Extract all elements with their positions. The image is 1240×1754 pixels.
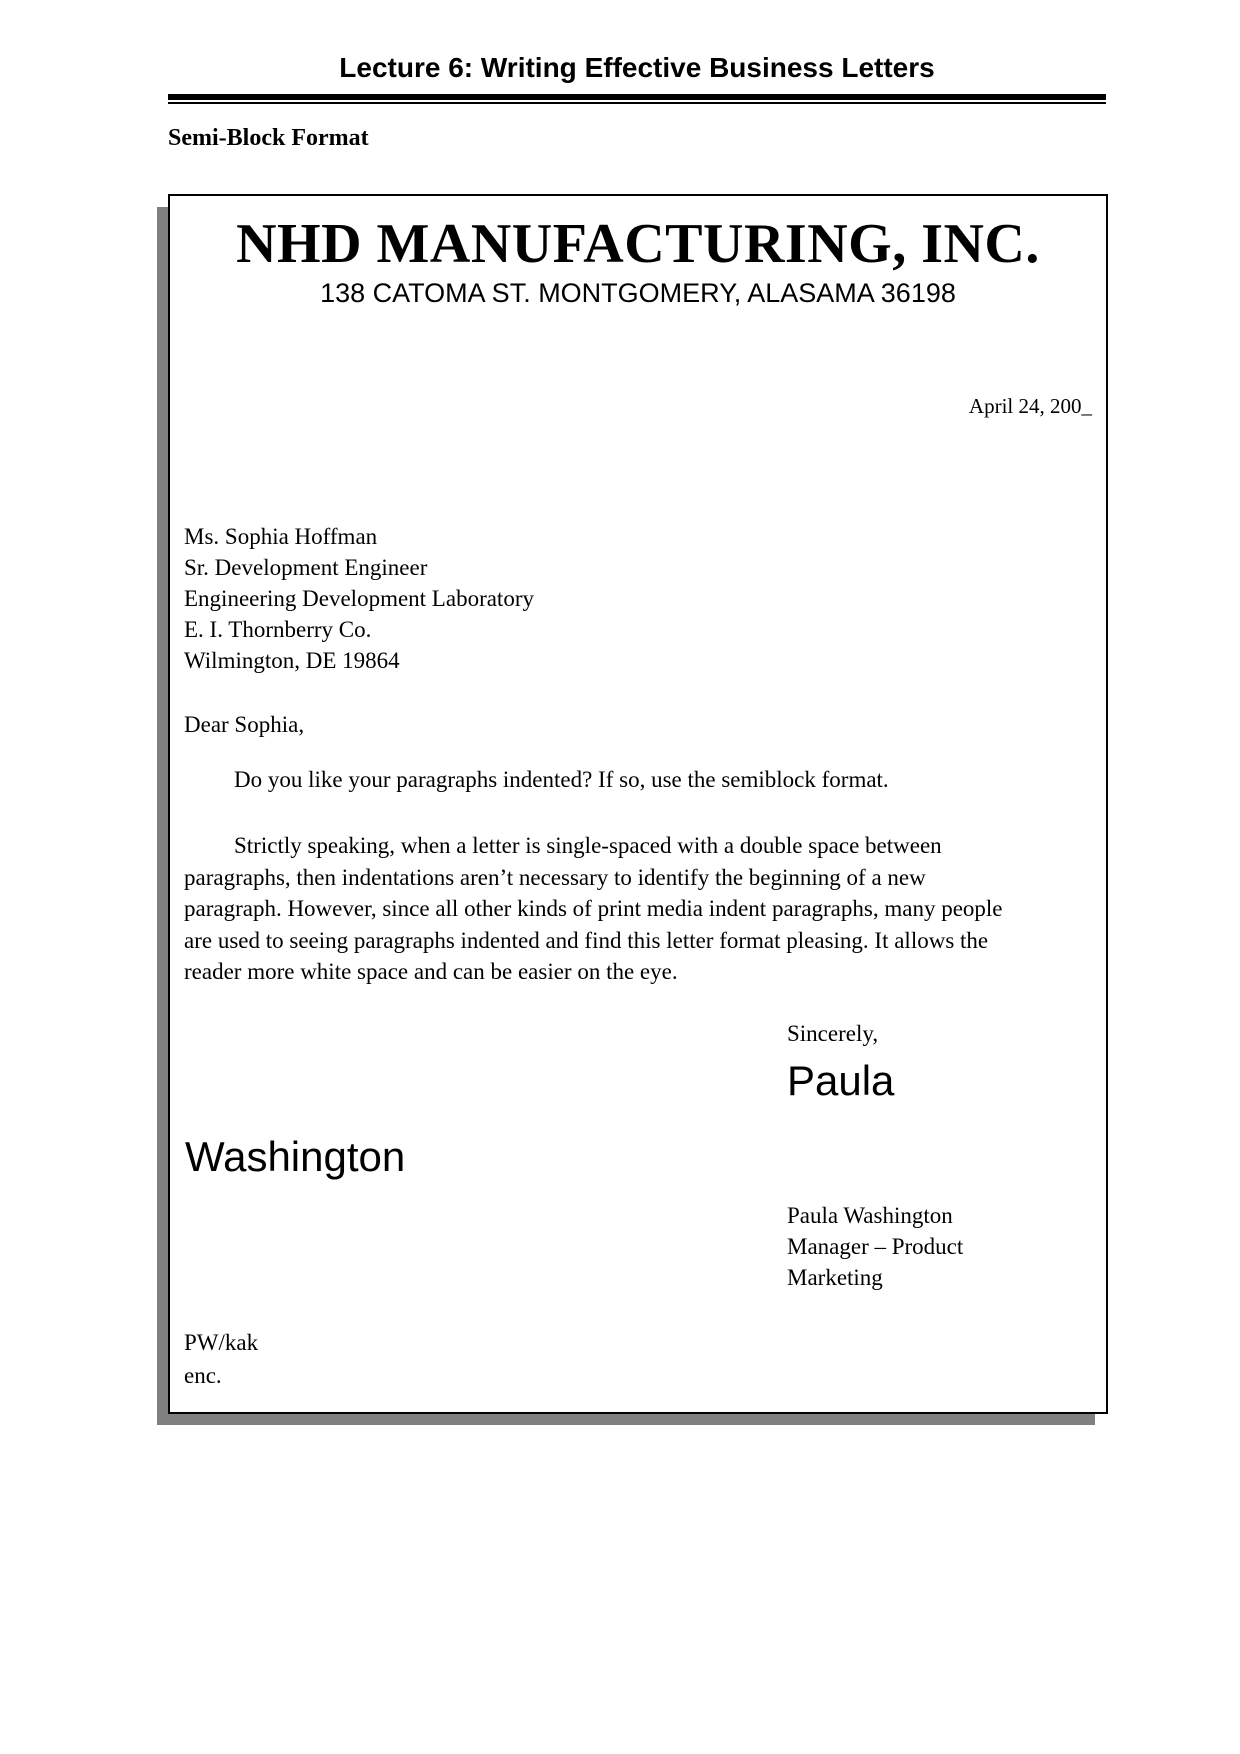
letter-box	[168, 194, 1108, 1414]
salutation: Dear Sophia,	[184, 712, 305, 737]
recipient-city: Wilmington, DE 19864	[184, 648, 400, 673]
signer-title: Manager – Product	[787, 1234, 964, 1259]
enclosure-notation: enc.	[184, 1363, 222, 1388]
lecture-title: Lecture 6: Writing Effective Business Letters	[339, 52, 935, 83]
signer-name: Paula Washington	[787, 1203, 953, 1228]
paragraph-line: are used to seeing paragraphs indented and find this letter format pleasing. It allows the	[184, 927, 989, 953]
recipient-department: Engineering Development Laboratory	[184, 586, 534, 611]
body-paragraph-2	[184, 830, 1089, 988]
signer-title-cont: Marketing	[787, 1265, 883, 1290]
signer-block	[787, 1200, 963, 1293]
recipient-title: Sr. Development Engineer	[184, 555, 428, 580]
recipient-block	[184, 521, 534, 676]
signature-last-name: Washington	[185, 1133, 406, 1180]
body-paragraph-1: Do you like your paragraphs indented? If so, use the semiblock format.	[234, 767, 889, 792]
paragraph-line: paragraph. However, since all other kinds of print media indent paragraphs, many people	[184, 896, 1003, 921]
complimentary-close: Sincerely,	[787, 1021, 879, 1046]
letter-date: April 24, 200_	[968, 394, 1092, 418]
paragraph-line: Strictly speaking, when a letter is single-spaced with a double space between	[234, 833, 942, 858]
recipient-company: E. I. Thornberry Co.	[184, 617, 372, 642]
section-heading: Semi-Block Format	[168, 125, 369, 151]
reference-initials: PW/kak	[184, 1330, 259, 1355]
company-name: NHD MANUFACTURING, INC.	[236, 213, 1040, 275]
recipient-name: Ms. Sophia Hoffman	[184, 524, 378, 549]
signature-first-name: Paula	[787, 1057, 895, 1104]
company-address: 138 CATOMA ST. MONTGOMERY, ALASAMA 36198	[320, 278, 956, 308]
header-rule-thick	[168, 94, 1106, 100]
paragraph-line: paragraphs, then indentations aren’t necessary to identify the beginning of a new	[184, 864, 926, 890]
paragraph-line: reader more white space and can be easier on the eye.	[184, 959, 678, 984]
header-rule-thin	[168, 102, 1106, 104]
